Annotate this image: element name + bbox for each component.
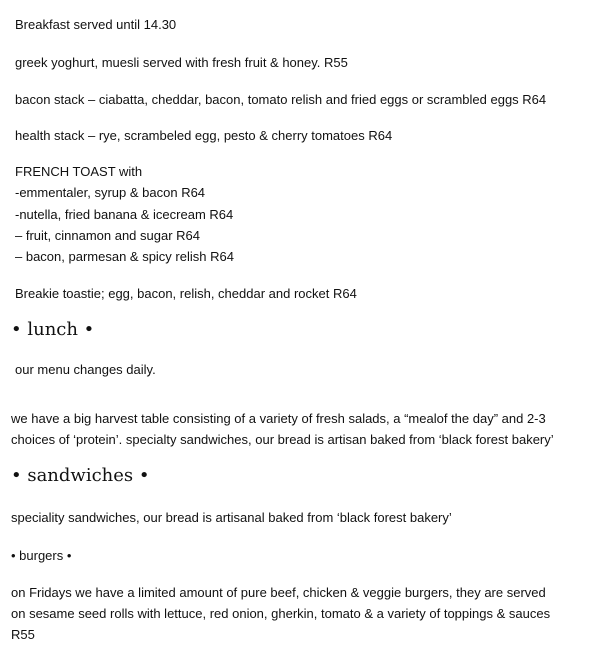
burgers-heading: • burgers • bbox=[11, 548, 72, 563]
french-toast-option: – fruit, cinnamon and sugar R64 bbox=[15, 228, 200, 243]
burgers-price: R55 bbox=[11, 627, 35, 642]
lunch-description-line: choices of ‘protein’. specialty sandwiches, our bread is artisan baked from ‘black forest bakery’ bbox=[11, 432, 554, 447]
menu-item-yoghurt: greek yoghurt, muesli served with fresh fruit & honey. R55 bbox=[15, 55, 348, 70]
menu-item-bacon-stack: bacon stack – ciabatta, cheddar, bacon, tomato relish and fried eggs or scrambled eggs R64 bbox=[15, 92, 547, 107]
sandwiches-heading: • sandwiches • bbox=[11, 465, 150, 486]
burgers-description-line: on Fridays we have a limited amount of pure beef, chicken & veggie burgers, they are served bbox=[11, 585, 546, 600]
french-toast-option: -emmentaler, syrup & bacon R64 bbox=[15, 185, 206, 200]
burgers-description-line: on sesame seed rolls with lettuce, red onion, gherkin, tomato & a variety of toppings & sauces bbox=[11, 606, 551, 621]
lunch-description-line: we have a big harvest table consisting of a variety of fresh salads, a “mealof the day” and 2-3 bbox=[11, 411, 546, 426]
lunch-menu-note: our menu changes daily. bbox=[15, 362, 156, 377]
french-toast-option: -nutella, fried banana & icecream R64 bbox=[15, 207, 234, 222]
french-toast-title: FRENCH TOAST with bbox=[15, 164, 143, 179]
french-toast-option: – bacon, parmesan & spicy relish R64 bbox=[15, 249, 234, 264]
sandwiches-description: speciality sandwiches, our bread is artisanal baked from ‘black forest bakery’ bbox=[11, 510, 452, 525]
lunch-heading: • lunch • bbox=[11, 319, 95, 340]
menu-item-toastie: Breakie toastie; egg, bacon, relish, cheddar and rocket R64 bbox=[15, 286, 357, 301]
menu-item-health-stack: health stack – rye, scrambeled egg, pesto & cherry tomatoes R64 bbox=[15, 128, 393, 143]
breakfast-hours: Breakfast served until 14.30 bbox=[15, 17, 177, 32]
